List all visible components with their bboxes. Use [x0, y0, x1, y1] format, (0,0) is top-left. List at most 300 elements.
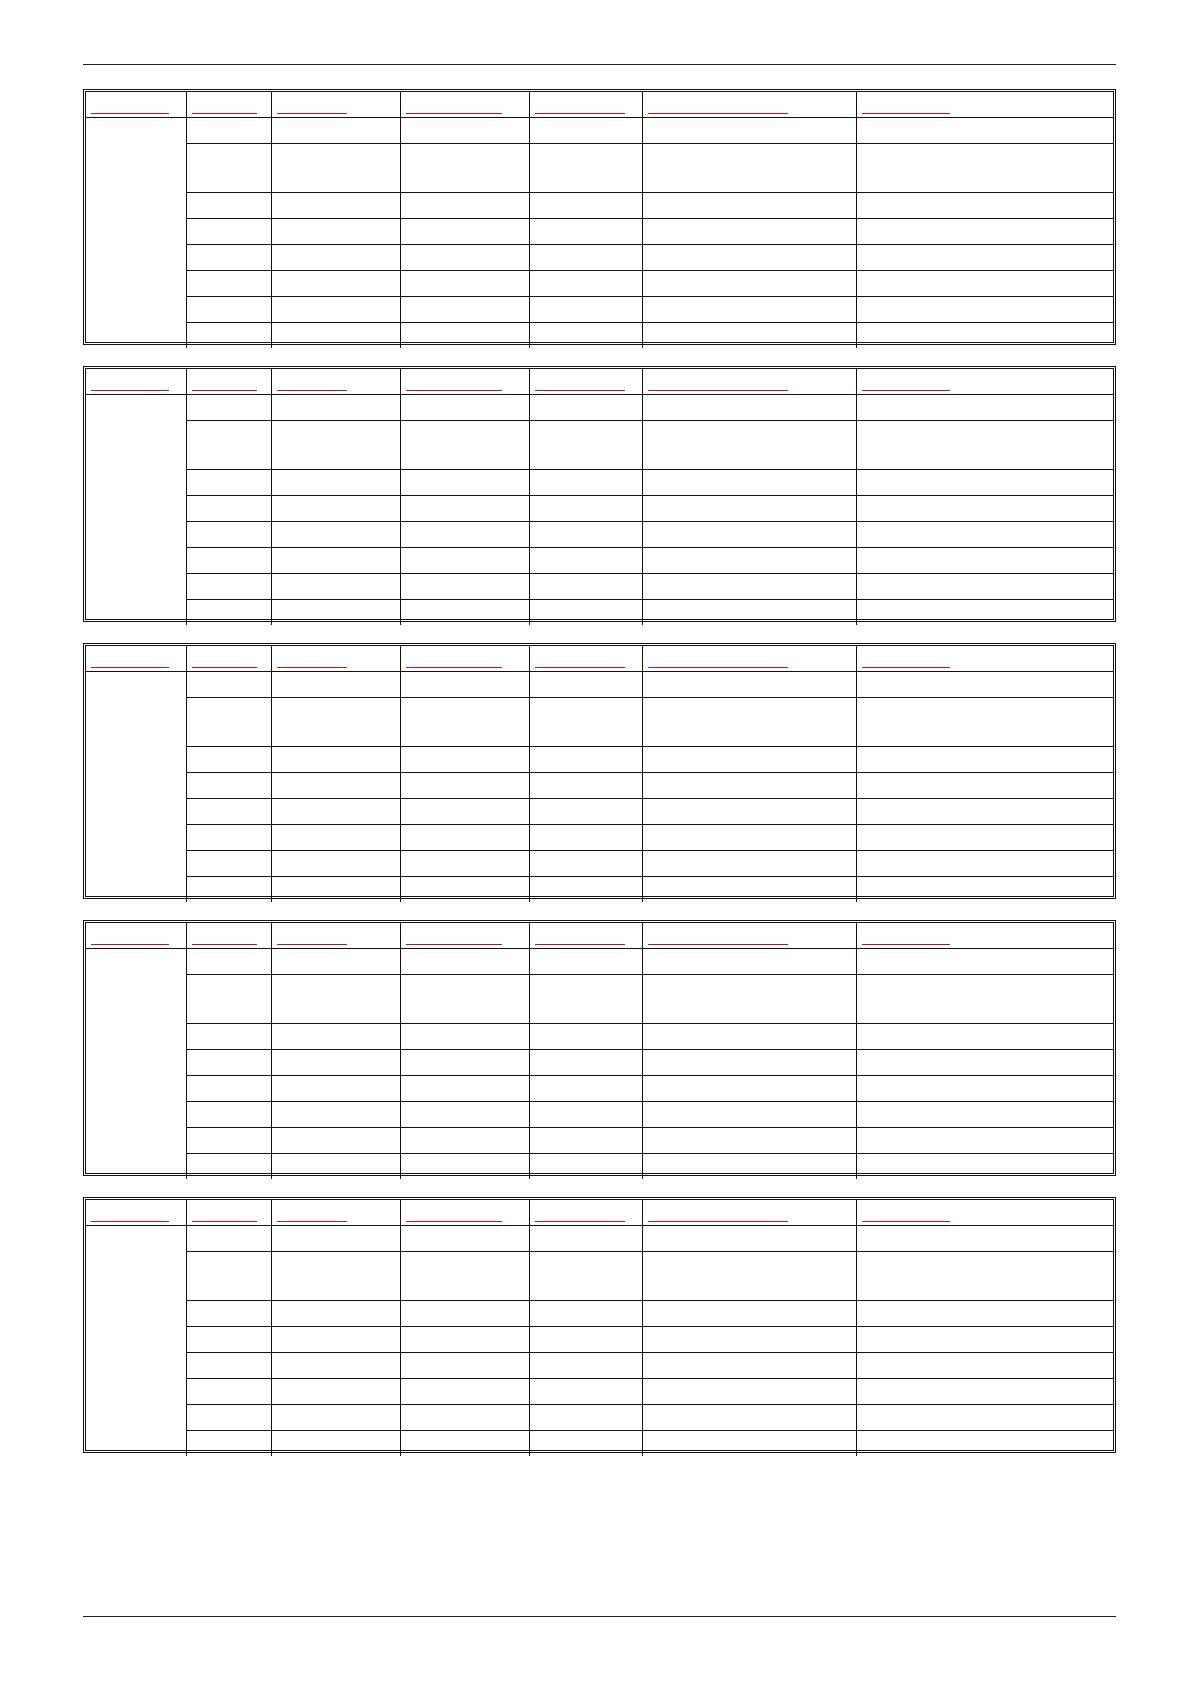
header-cell [401, 369, 530, 395]
header-cell [186, 92, 271, 118]
header-underline [648, 390, 788, 391]
table-row [86, 851, 1113, 877]
table-cell [529, 773, 643, 799]
header-underline [406, 944, 502, 945]
table-cell [186, 1154, 271, 1180]
table-cell [186, 421, 271, 470]
table-cell [529, 799, 643, 825]
table-cell [401, 1050, 530, 1076]
table-cell [186, 323, 271, 349]
table-cell [272, 323, 401, 349]
table-cell [401, 1301, 530, 1327]
table-row [86, 949, 1113, 975]
header-underline [535, 944, 625, 945]
header-underline [277, 944, 347, 945]
group-label-cell [86, 1226, 186, 1457]
table-cell [643, 574, 857, 600]
header-underline [648, 1221, 788, 1222]
table-cell [643, 496, 857, 522]
table-cell [643, 825, 857, 851]
header-cell [643, 369, 857, 395]
table-row [86, 600, 1113, 626]
table-cell [857, 1353, 1113, 1379]
table-cell [643, 323, 857, 349]
table-cell [643, 470, 857, 496]
table-cell [857, 1405, 1113, 1431]
table-row [86, 193, 1113, 219]
table-cell [643, 1050, 857, 1076]
header-cell [643, 923, 857, 949]
table-row [86, 574, 1113, 600]
table-cell [186, 698, 271, 747]
header-cell [529, 369, 643, 395]
table-row [86, 1128, 1113, 1154]
table-cell [272, 271, 401, 297]
header-underline [862, 944, 950, 945]
table-cell [186, 877, 271, 903]
table-cell [529, 1431, 643, 1457]
table-cell [857, 1050, 1113, 1076]
header-cell [857, 923, 1113, 949]
table-cell [401, 271, 530, 297]
table-cell [401, 470, 530, 496]
table-cell [857, 118, 1113, 144]
table-cell [529, 600, 643, 626]
table-cell [401, 747, 530, 773]
table-cell [186, 1128, 271, 1154]
table-cell [401, 672, 530, 698]
header-underline [277, 667, 347, 668]
table-cell [529, 877, 643, 903]
table-row [86, 1431, 1113, 1457]
table-cell [401, 245, 530, 271]
header-cell [86, 646, 186, 672]
table-row [86, 1379, 1113, 1405]
header-underline [862, 113, 950, 114]
table-row [86, 975, 1113, 1024]
table-cell [272, 1024, 401, 1050]
header-underline [192, 1221, 257, 1222]
table-cell [186, 600, 271, 626]
table-cell [401, 118, 530, 144]
table-cell [529, 271, 643, 297]
table-row [86, 470, 1113, 496]
header-underline [406, 113, 502, 114]
footer-rule [83, 1616, 1116, 1617]
table-cell [643, 1353, 857, 1379]
table-cell [186, 773, 271, 799]
table-cell [272, 144, 401, 193]
header-underline [406, 667, 502, 668]
table-cell [857, 1379, 1113, 1405]
table-row [86, 118, 1113, 144]
header-underline [862, 1221, 950, 1222]
table-cell [272, 1252, 401, 1301]
table-cell [272, 1405, 401, 1431]
grid-table [83, 366, 1116, 622]
table-cell [643, 522, 857, 548]
table-cell [186, 496, 271, 522]
table-cell [186, 1431, 271, 1457]
header-underline [192, 390, 257, 391]
table-cell [272, 773, 401, 799]
table-cell [272, 949, 401, 975]
table-cell [401, 773, 530, 799]
table-cell [272, 672, 401, 698]
table-row [86, 323, 1113, 349]
table-cell [272, 698, 401, 747]
table-cell [857, 877, 1113, 903]
header-cell [272, 369, 401, 395]
header-cell [272, 1200, 401, 1226]
table-cell [529, 1252, 643, 1301]
header-cell [272, 646, 401, 672]
table-cell [272, 118, 401, 144]
header-underline [91, 390, 169, 391]
table-cell [272, 1102, 401, 1128]
table-cell [643, 1431, 857, 1457]
table-cell [401, 496, 530, 522]
table-row [86, 522, 1113, 548]
header-cell [86, 1200, 186, 1226]
table-header-row [86, 1200, 1113, 1226]
table-cell [401, 297, 530, 323]
table-cell [529, 1226, 643, 1252]
table-cell [857, 421, 1113, 470]
header-underline [535, 667, 625, 668]
table-cell [857, 600, 1113, 626]
table-cell [857, 193, 1113, 219]
table-cell [643, 851, 857, 877]
table-cell [186, 1301, 271, 1327]
table-cell [186, 672, 271, 698]
table-cell [186, 949, 271, 975]
table-cell [401, 1102, 530, 1128]
header-cell [857, 646, 1113, 672]
table-cell [272, 825, 401, 851]
header-cell [272, 923, 401, 949]
table-cell [529, 144, 643, 193]
table-cell [186, 825, 271, 851]
table-cell [857, 297, 1113, 323]
table-cell [186, 144, 271, 193]
table-cell [186, 1379, 271, 1405]
table-cell [272, 421, 401, 470]
table-cell [643, 1301, 857, 1327]
table-cell [857, 1024, 1113, 1050]
table-row [86, 672, 1113, 698]
table-cell [529, 1024, 643, 1050]
table-cell [272, 1226, 401, 1252]
table-cell [643, 975, 857, 1024]
table-cell [857, 672, 1113, 698]
table-cell [401, 421, 530, 470]
header-underline [406, 1221, 502, 1222]
table-row [86, 1226, 1113, 1252]
table-cell [529, 975, 643, 1024]
table-cell [186, 851, 271, 877]
header-cell [86, 92, 186, 118]
table-cell [272, 1128, 401, 1154]
table-cell [272, 1301, 401, 1327]
header-cell [401, 1200, 530, 1226]
header-cell [401, 923, 530, 949]
table-row [86, 219, 1113, 245]
header-underline [192, 113, 257, 114]
table-cell [272, 470, 401, 496]
header-underline [192, 667, 257, 668]
table-cell [857, 949, 1113, 975]
header-cell [857, 1200, 1113, 1226]
table-cell [857, 1076, 1113, 1102]
header-underline [91, 944, 169, 945]
table-row [86, 1353, 1113, 1379]
table-cell [643, 245, 857, 271]
header-underline [91, 113, 169, 114]
header-cell [186, 923, 271, 949]
table-cell [529, 297, 643, 323]
grid-table [83, 643, 1116, 899]
table-cell [643, 1102, 857, 1128]
table-cell [401, 1024, 530, 1050]
header-underline [192, 944, 257, 945]
table-cell [857, 395, 1113, 421]
table-cell [857, 323, 1113, 349]
table-cell [529, 574, 643, 600]
table-cell [272, 193, 401, 219]
table-cell [401, 1405, 530, 1431]
table-cell [643, 193, 857, 219]
header-underline [406, 390, 502, 391]
table-cell [401, 1154, 530, 1180]
header-cell [401, 646, 530, 672]
table-cell [401, 1076, 530, 1102]
table-cell [272, 1050, 401, 1076]
table-cell [272, 877, 401, 903]
table-cell [272, 574, 401, 600]
table-cell [401, 1128, 530, 1154]
table-cell [186, 1226, 271, 1252]
table-row [86, 1102, 1113, 1128]
header-cell [857, 369, 1113, 395]
table-cell [272, 1353, 401, 1379]
table-cell [857, 245, 1113, 271]
table-cell [186, 574, 271, 600]
table-row [86, 1327, 1113, 1353]
header-cell [401, 92, 530, 118]
header-underline [862, 667, 950, 668]
table-row [86, 548, 1113, 574]
table-cell [857, 219, 1113, 245]
table-cell [272, 395, 401, 421]
table-cell [186, 271, 271, 297]
table-cell [401, 219, 530, 245]
table-cell [643, 949, 857, 975]
table-cell [272, 522, 401, 548]
table-row [86, 496, 1113, 522]
table-cell [272, 245, 401, 271]
table-cell [643, 395, 857, 421]
table-cell [643, 118, 857, 144]
table-row [86, 1024, 1113, 1050]
table-cell [529, 949, 643, 975]
table-cell [857, 1226, 1113, 1252]
table-cell [643, 219, 857, 245]
table-cell [401, 799, 530, 825]
table-row [86, 698, 1113, 747]
table-cell [857, 496, 1113, 522]
table-cell [272, 1379, 401, 1405]
table-cell [401, 522, 530, 548]
group-label-cell [86, 118, 186, 349]
header-cell [643, 92, 857, 118]
header-underline [535, 113, 625, 114]
table-cell [272, 1327, 401, 1353]
table-cell [529, 698, 643, 747]
table-row [86, 1076, 1113, 1102]
table-row [86, 747, 1113, 773]
table-cell [857, 1154, 1113, 1180]
table-cell [857, 548, 1113, 574]
table-cell [272, 851, 401, 877]
table-cell [857, 522, 1113, 548]
table-cell [529, 470, 643, 496]
header-cell [272, 92, 401, 118]
table-cell [857, 1327, 1113, 1353]
table-cell [529, 747, 643, 773]
table-cell [643, 271, 857, 297]
table-cell [401, 1252, 530, 1301]
table-cell [186, 548, 271, 574]
table-cell [401, 1353, 530, 1379]
table-cell [643, 600, 857, 626]
table-cell [529, 1076, 643, 1102]
table-cell [401, 193, 530, 219]
table-cell [186, 1353, 271, 1379]
group-label-cell [86, 949, 186, 1180]
table-cell [272, 600, 401, 626]
header-cell [186, 1200, 271, 1226]
group-label-cell [86, 672, 186, 903]
table-cell [186, 1405, 271, 1431]
table-cell [643, 1379, 857, 1405]
table-row [86, 773, 1113, 799]
table-cell [643, 799, 857, 825]
header-cell [186, 646, 271, 672]
table-cell [529, 672, 643, 698]
table-cell [643, 1076, 857, 1102]
table-cell [529, 395, 643, 421]
header-underline [91, 667, 169, 668]
header-cell [86, 923, 186, 949]
table-cell [272, 1154, 401, 1180]
table-cell [529, 1301, 643, 1327]
table-cell [186, 1076, 271, 1102]
grid-table [83, 1197, 1116, 1453]
table-cell [272, 1076, 401, 1102]
table-cell [186, 193, 271, 219]
table-cell [643, 877, 857, 903]
table-cell [272, 975, 401, 1024]
table-cell [857, 851, 1113, 877]
table-row [86, 245, 1113, 271]
table-cell [643, 672, 857, 698]
header-cell [529, 92, 643, 118]
table-cell [186, 799, 271, 825]
table-cell [186, 219, 271, 245]
table-cell [529, 548, 643, 574]
table-cell [643, 1405, 857, 1431]
table-cell [186, 975, 271, 1024]
table-cell [272, 747, 401, 773]
header-cell [643, 646, 857, 672]
table-cell [529, 219, 643, 245]
table-cell [186, 470, 271, 496]
table-cell [401, 1327, 530, 1353]
header-cell [529, 1200, 643, 1226]
table-cell [401, 395, 530, 421]
table-cell [186, 118, 271, 144]
table-cell [186, 395, 271, 421]
table-cell [857, 1128, 1113, 1154]
table-cell [643, 1252, 857, 1301]
table-cell [529, 118, 643, 144]
table-row [86, 825, 1113, 851]
table-cell [401, 600, 530, 626]
table-cell [643, 297, 857, 323]
table-cell [401, 1226, 530, 1252]
header-underline [648, 944, 788, 945]
grid-table [83, 920, 1116, 1176]
table-cell [529, 1353, 643, 1379]
table-cell [857, 144, 1113, 193]
table-cell [401, 975, 530, 1024]
table-row [86, 1050, 1113, 1076]
table-cell [643, 421, 857, 470]
table-row [86, 297, 1113, 323]
table-cell [186, 245, 271, 271]
table-cell [529, 245, 643, 271]
table-cell [401, 698, 530, 747]
table-row [86, 1301, 1113, 1327]
header-underline [648, 113, 788, 114]
table-cell [272, 219, 401, 245]
table-cell [857, 470, 1113, 496]
header-underline [277, 390, 347, 391]
table-cell [529, 522, 643, 548]
header-underline [862, 390, 950, 391]
table-cell [401, 323, 530, 349]
header-cell [643, 1200, 857, 1226]
table-cell [529, 323, 643, 349]
table-cell [401, 825, 530, 851]
table-cell [643, 1327, 857, 1353]
table-row [86, 1154, 1113, 1180]
table-cell [401, 1431, 530, 1457]
table-cell [529, 1327, 643, 1353]
table-cell [529, 1050, 643, 1076]
group-label-cell [86, 395, 186, 626]
table-row [86, 395, 1113, 421]
table-row [86, 1252, 1113, 1301]
table-header-row [86, 92, 1113, 118]
table-cell [643, 747, 857, 773]
table-cell [643, 1024, 857, 1050]
table-row [86, 421, 1113, 470]
table-cell [529, 1128, 643, 1154]
table-header-row [86, 923, 1113, 949]
table-cell [643, 1226, 857, 1252]
